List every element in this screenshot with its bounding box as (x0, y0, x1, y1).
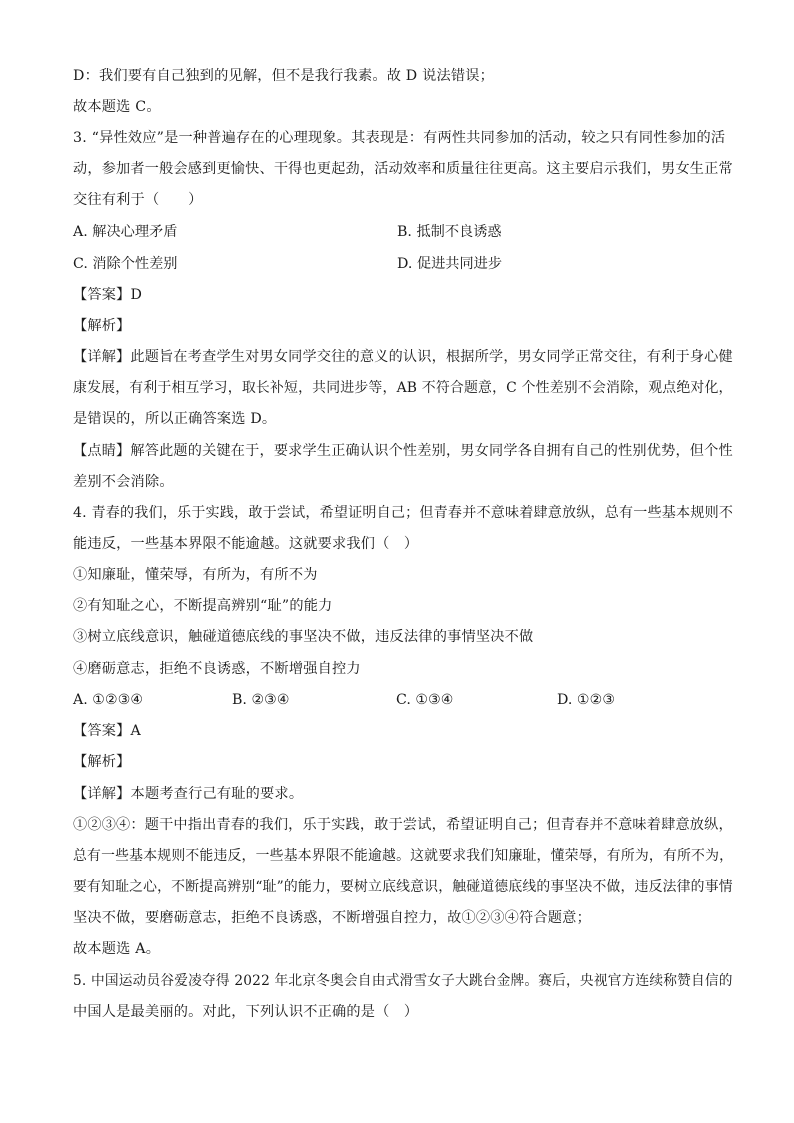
question-5-stem: 中国人是最美丽的。对此，下列认识不正确的是（ ） (73, 1004, 419, 1020)
explanation-text: 要有知耻之心，不断提高辨别“耻”的能力，要树立底线意识，触碰道德底线的事坚决不做，违反法律的事情 (73, 879, 733, 895)
answer-label: 【答案】D (73, 287, 143, 303)
explanation-text: 坚决不做，要磨砺意志，拒绝不良诱惑，不断增强自控力，故①②③④符合题意； (73, 910, 591, 926)
comment-text: 【点睛】解答此题的关键在于，要求学生正确认识个性差别，男女同学各自拥有自己的性别优势，但个性 (73, 443, 733, 459)
explanation-text: 【详解】本题考查行己有耻的要求。 (73, 786, 304, 802)
statement-3: ③树立底线意识，触碰道德底线的事坚决不做，违反法律的事情坚决不做 (73, 629, 534, 645)
explanation-text: ①②③④：题干中指出青春的我们，乐于实践，敢于尝试，希望证明自己；但青春并不意味着肆意放纵， (73, 817, 733, 833)
q3-option-d: D. 促进共同进步 (397, 256, 503, 272)
text-line: 故本题选 C。 (73, 99, 161, 115)
question-4-stem: 能违反，一些基本界限不能逾越。这就要求我们（ ） (73, 536, 419, 552)
question-4-stem: 4. 青春的我们，乐于实践，敢于尝试，希望证明自己；但青春并不意味着肆意放纵，总有一些基本规则不 (73, 505, 734, 521)
statement-1: ①知廉耻，懂荣辱，有所为，有所不为 (73, 567, 318, 583)
text-line: 故本题选 A。 (73, 941, 161, 957)
explanation-text: 【详解】此题旨在考查学生对男女同学交往的意义的认识，根据所学，男女同学正常交往，有利于身心健 (73, 349, 733, 365)
question-3-stem: 动，参加者一般会感到更愉快、干得也更起劲，活动效率和质量往往更高。这主要启示我们，男女生正常 (73, 161, 733, 177)
q4-option-a: A. ①②③④ (73, 692, 144, 708)
q4-option-b: B. ②③④ (232, 692, 290, 708)
statement-2: ②有知耻之心，不断提高辨别“耻”的能力 (73, 598, 333, 614)
explanation-text: 康发展，有利于相互学习，取长补短，共同进步等，AB 不符合题意，C 个性差别不会消除，观点绝对化， (73, 380, 733, 396)
q3-option-b: B. 抵制不良诱惑 (397, 224, 502, 240)
explanation-text: 是错误的，所以正确答案选 D。 (73, 411, 277, 427)
comment-text: 差别不会消除。 (73, 474, 174, 490)
q3-option-a: A. 解决心理矛盾 (73, 224, 178, 240)
text-line: D：我们要有自己独到的见解，但不是我行我素。故 D 说法错误； (73, 68, 495, 84)
analysis-label: 【解析】 (73, 754, 131, 770)
question-3-stem: 3. “异性效应”是一种普遍存在的心理现象。其表现是：有两性共同参加的活动，较之只有同性参加的活 (73, 130, 726, 146)
answer-label: 【答案】A (73, 723, 141, 739)
question-5-stem: 5. 中国运动员谷爱凌夺得 2022 年北京冬奥会自由式滑雪女子大跳台金牌。赛后，央视官方连续称赞自信的 (73, 973, 733, 989)
q3-option-c: C. 消除个性差别 (73, 256, 178, 272)
explanation-text: 总有一些基本规则不能违反，一些基本界限不能逾越。这就要求我们知廉耻，懂荣辱，有所为，有所不为， (73, 848, 734, 864)
q4-option-d: D. ①②③ (557, 692, 616, 708)
q4-option-c: C. ①③④ (396, 692, 454, 708)
analysis-label: 【解析】 (73, 318, 131, 334)
statement-4: ④磨砺意志，拒绝不良诱惑，不断增强自控力 (73, 661, 361, 677)
question-3-stem: 交往有利于（ ） (73, 192, 203, 208)
